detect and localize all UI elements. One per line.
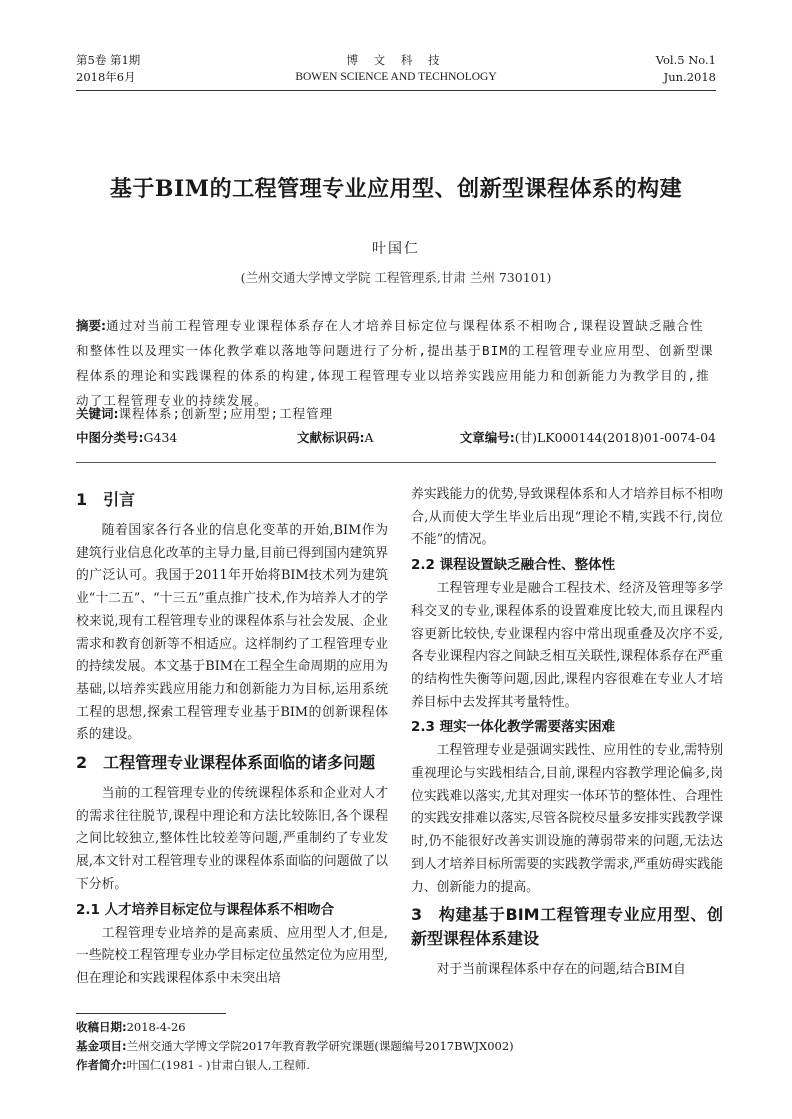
volume-number-en: Vol.5 No.1 — [655, 53, 716, 67]
keywords-label: 关键词: — [76, 406, 119, 421]
received-value: 2018-4-26 — [126, 1020, 186, 1034]
body-column-right — [411, 484, 723, 982]
paragraph: 对于当前课程体系中存在的问题,结合BIM自 — [436, 962, 686, 978]
header-divider — [76, 90, 716, 91]
paragraph: 工程管理专业是强调实践性、应用性的专业,需特别重视理论与实践相结合,目前,课程内容教学理论偏多,岗位实践难以落实,尤其对理实一体环节的整体性、合理性的实践安排难以落实,尽管各院校尽量多安排实践教学课时,仍不能很好改善实训设施的薄弱带来的问题,无法达到人才培养目标所需要的实践教学需求,严重妨碍实践能力、创新能力的提高。 — [411, 743, 723, 895]
document-code-label: 文献标识码: — [297, 430, 365, 445]
article-number-value: (甘)LK000144(2018)01-0074-04 — [514, 430, 716, 445]
author-bio — [76, 1055, 310, 1075]
article-number — [460, 428, 716, 446]
abstract-label: 摘要: — [76, 318, 106, 333]
keywords-text: 课程体系;创新型;应用型;工程管理 — [118, 406, 334, 421]
volume-issue: 第5卷 第1期 — [76, 53, 141, 67]
subsection-heading: 2.1 人才培养目标定位与课程体系不相吻合 — [76, 901, 335, 918]
paragraph: 当前的工程管理专业的传统课程体系和企业对人才的需求往往脱节,课程中理论和方法比较陈旧,各个课程之间比较独立,整体性比较差等问题,严重制约了专业发展,本文针对工程管理专业的课程体系面临的问题做了以下分析。 — [76, 786, 388, 892]
keywords — [76, 404, 333, 422]
paragraph: 工程管理专业培养的是高素质、应用型人才,但是,一些院校工程管理专业办学目标定位虽然定位为应用型,但在理论和实践课程体系中未突出培 — [76, 925, 388, 986]
publication-date-en: Jun.2018 — [663, 70, 716, 84]
section-number: 3 — [411, 905, 423, 925]
paper-title: 基于BIM的工程管理专业应用型、创新型课程体系的构建 — [109, 176, 683, 202]
fund-value: 兰州交通大学博文学院2017年教育教学研究课题(课题编号2017BWJX002) — [126, 1039, 514, 1053]
running-header-right — [656, 52, 716, 86]
abstract — [76, 313, 716, 413]
journal-title-cn: 博 文 科 技 — [346, 53, 446, 67]
section-number: 2 — [76, 753, 88, 773]
fund-project — [76, 1036, 514, 1056]
section-title: 工程管理专业课程体系面临的诸多问题 — [103, 753, 376, 773]
paragraph-continued: 养实践能力的优势,导致课程体系和人才培养目标不相吻合,从而使大学生毕业后出现“理论不精,实践不行,岗位不能”的情况。 — [411, 487, 723, 548]
footnote-divider — [76, 1013, 226, 1014]
fund-label: 基金项目: — [76, 1039, 127, 1053]
section-heading — [411, 903, 723, 951]
section-title: 构建基于BIM工程管理专业应用型、创新型课程体系建设 — [411, 905, 723, 949]
section-title: 引言 — [103, 490, 136, 509]
paragraph: 随着国家各行各业的信息化变革的开始,BIM作为建筑行业信息化改革的主导力量,目前已得到国内建筑界的广泛认可。我国于2011年开始将BIM技术列为建筑业“十二五”、“十三五”重点推广技术,作为培养人才的学校来说,现有工程管理专业的课程体系与社会发展、企业需求和教育创新等不相适应。这样制约了工程管理专业的持续发展。本文基于BIM在工程全生命周期的应用为基础,以培养实践应用能力和创新能力为目标,运用系统工程的思想,探索工程管理专业基于BIM的创新课程体系的建设。 — [76, 523, 388, 743]
author-name: 叶国仁 — [372, 241, 420, 257]
received-date — [76, 1017, 186, 1037]
document-code-value: A — [364, 430, 374, 445]
classification-number — [76, 428, 177, 446]
article-number-label: 文章编号: — [459, 430, 515, 445]
section-heading — [76, 751, 388, 775]
section-number: 1 — [76, 490, 88, 509]
abstract-divider — [76, 462, 716, 463]
publication-date: 2018年6月 — [76, 70, 136, 84]
body-column-left — [76, 484, 388, 991]
journal-title-en: BOWEN SCIENCE AND TECHNOLOGY — [295, 71, 497, 83]
received-label: 收稿日期: — [76, 1020, 127, 1034]
paragraph: 工程管理专业是融合工程技术、经济及管理等多学科交叉的专业,课程体系的设置难度比较大,而且课程内容更新比较快,专业课程内容中常出现重叠及次序不妥,各专业课程内容之间缺乏相互关联性,课程体系存在严重的结构性失衡等问题,因此,课程内容很难在专业人才培养目标中去发挥其考量特性。 — [411, 581, 723, 710]
author-bio-value: 叶国仁(1981 - )甘肃白银人,工程师. — [126, 1058, 310, 1072]
section-heading — [76, 488, 388, 512]
classification-label: 中图分类号: — [76, 430, 144, 445]
author-bio-label: 作者简介: — [76, 1058, 127, 1072]
subsection-heading: 2.3 理实一体化教学需要落实困难 — [411, 719, 616, 736]
abstract-text: 通过对当前工程管理专业课程体系存在人才培养目标定位与课程体系不相吻合,课程设置缺乏融合性和整体性以及理实一体化教学难以落地等问题进行了分析,提出基于BIM的工程管理专业应用型、创新型课程体系的理论和实践课程的体系的构建,体现工程管理专业以培养实践应用能力和创新能力为教学目的,推动了工程管理专业的持续发展。 — [76, 318, 714, 408]
classification-value: G434 — [143, 430, 178, 445]
subsection-heading: 2.2 课程设置缺乏融合性、整体性 — [411, 557, 616, 574]
document-code — [297, 428, 374, 446]
author-affiliation: (兰州交通大学博文学院 工程管理系,甘肃 兰州 730101) — [240, 270, 552, 285]
